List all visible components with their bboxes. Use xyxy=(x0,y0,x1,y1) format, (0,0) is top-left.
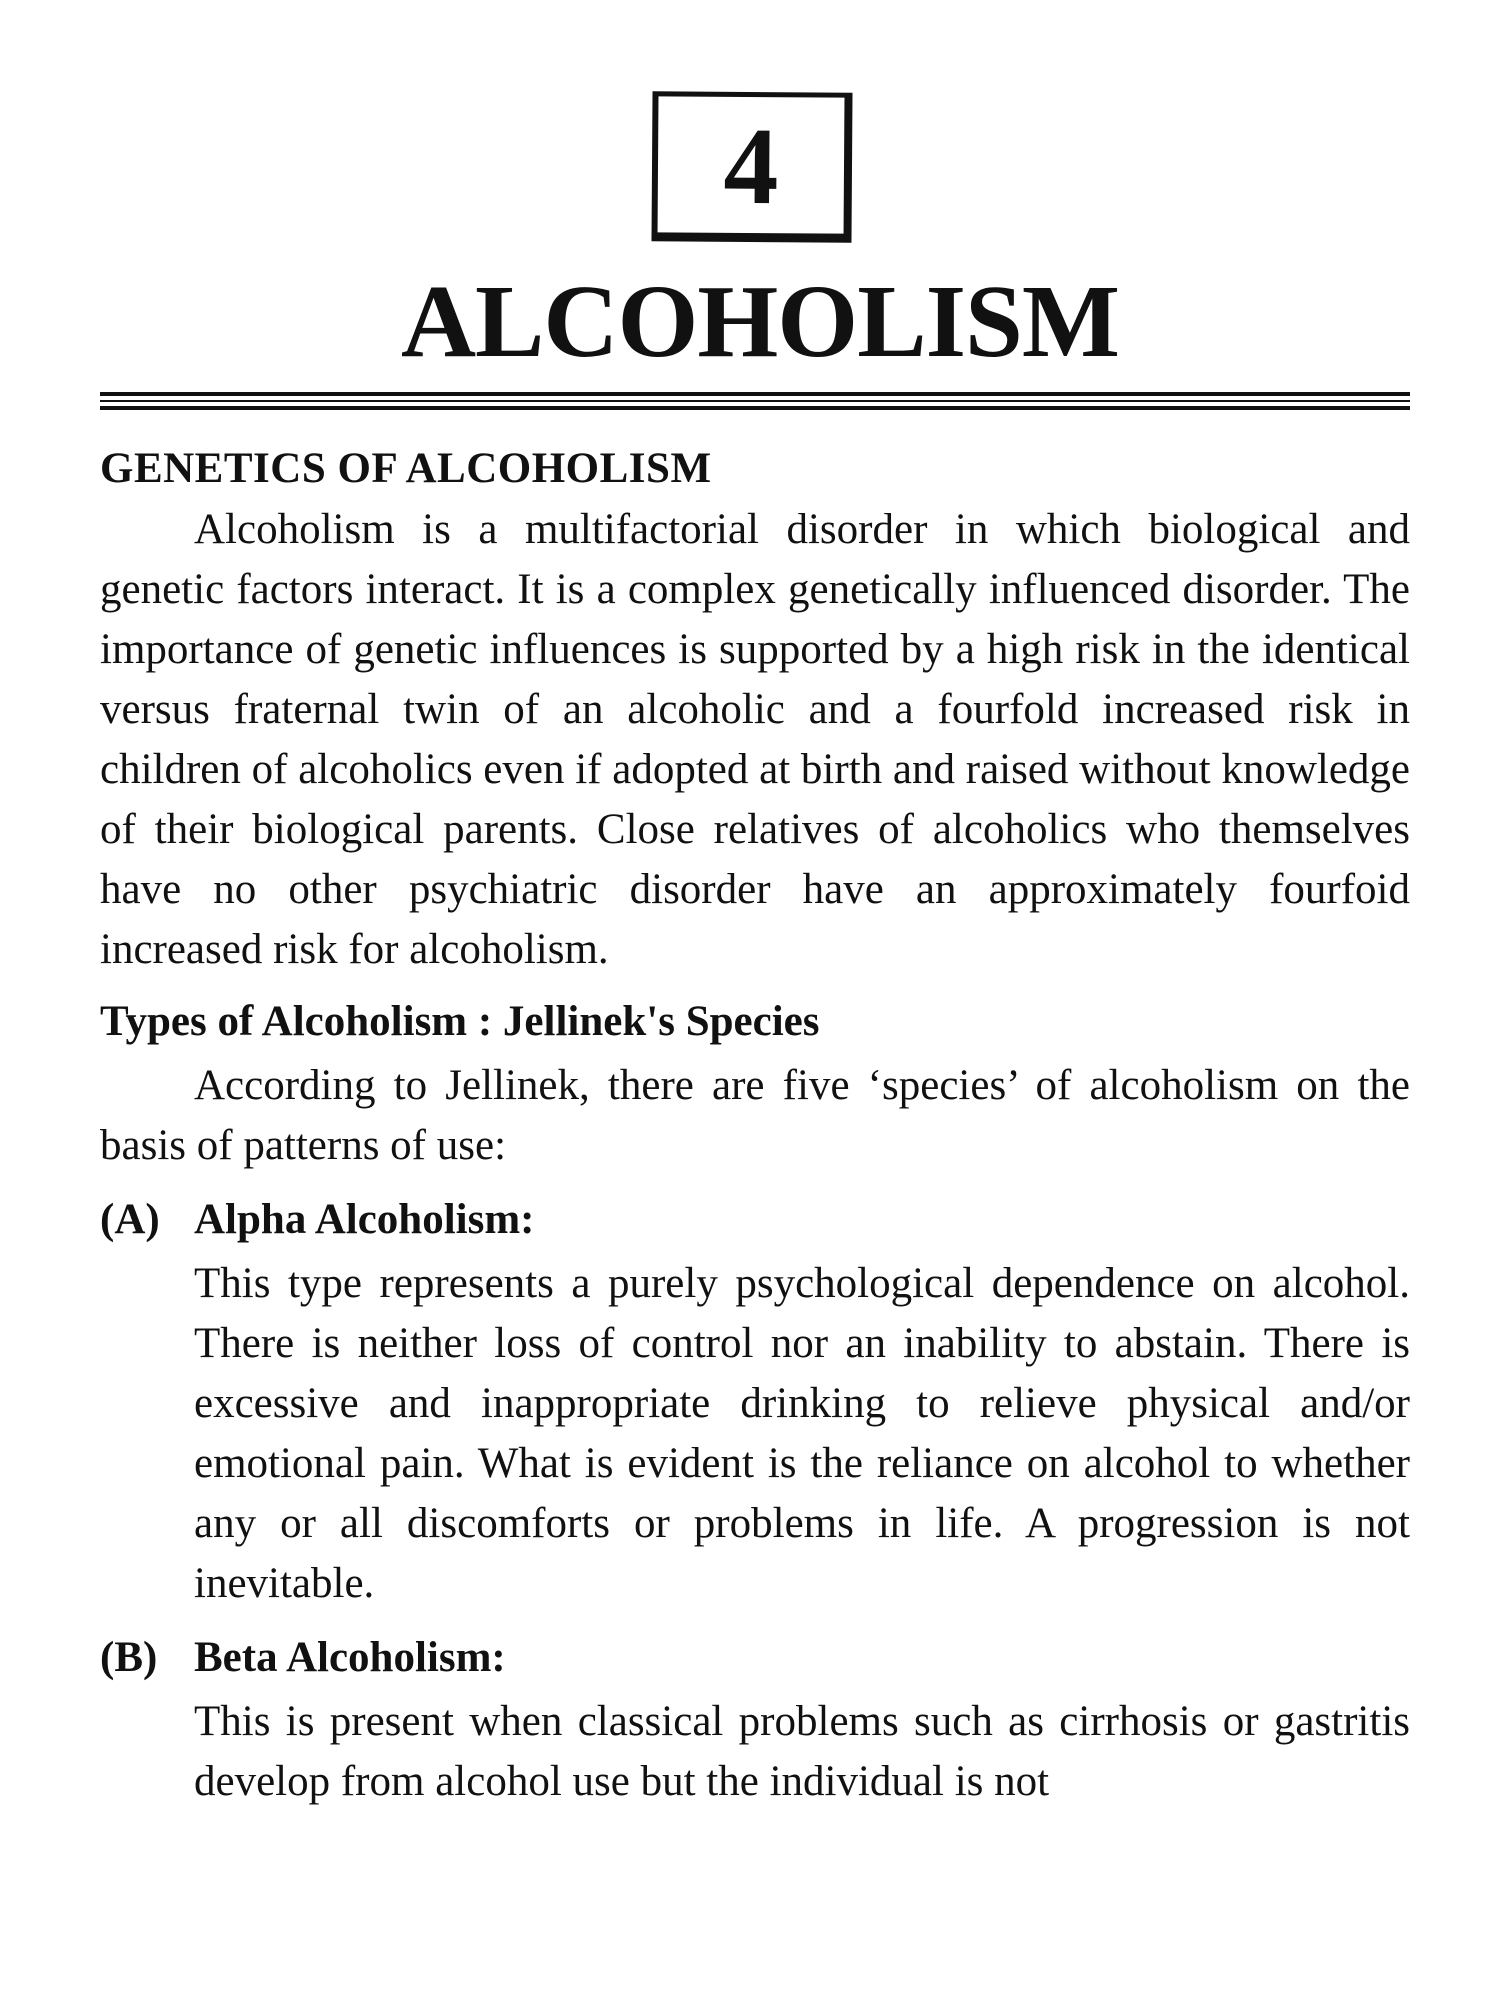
subsection-intro: According to Jellinek, there are five ‘species’ of alcoholism on the basis of patterns of use: xyxy=(100,1062,1410,1169)
subsection-heading: Types of Alcoholism : Jellinek's Species xyxy=(100,998,820,1045)
list-marker: (B) xyxy=(100,1634,158,1681)
chapter-number-box xyxy=(651,91,852,242)
list-item-text-alpha: This type represents a purely psychological dependence on alcohol. There is neither loss of control nor an inability to abstain. There is excessive and inappropriate drinking to relieve physical and/or emotional pain. What is evident is the reliance on alcohol to whether any or all discomforts or problems in life. A progression is not inevitable. xyxy=(194,1260,1410,1607)
body-text xyxy=(100,440,1410,1812)
section-heading: GENETICS OF ALCOHOLISM xyxy=(100,445,712,492)
section-paragraph: Alcoholism is a multifactorial disorder in which biological and genetic factors interact. It is a complex genetically influenced disorder. The importance of genetic influences is supported by a high risk in the identical versus fraternal twin of an alcoholic and a fourfold increased risk in children of alcoholics even if adopted at birth and raised without knowledge of their biological parents. Close relatives of alcoholics who themselves have no other psychiatric disorder have an approximately fourfoid increased risk for alcoholism. xyxy=(100,506,1410,973)
list-item-text-beta: This is present when classical problems such as cirrhosis or gastritis develop from alcohol use but the individual is not xyxy=(194,1698,1410,1805)
list-item-title: Beta Alcoholism: xyxy=(194,1634,506,1681)
list-item-heading-beta xyxy=(100,1628,1410,1688)
chapter-title: ALCOHOLISM xyxy=(400,264,1120,379)
title-divider-rule xyxy=(100,392,1410,414)
chapter-number: 4 xyxy=(723,104,779,228)
list-marker: (A) xyxy=(100,1196,160,1243)
list-item-heading-alpha xyxy=(100,1190,1410,1250)
list-item-title: Alpha Alcoholism: xyxy=(194,1196,535,1243)
